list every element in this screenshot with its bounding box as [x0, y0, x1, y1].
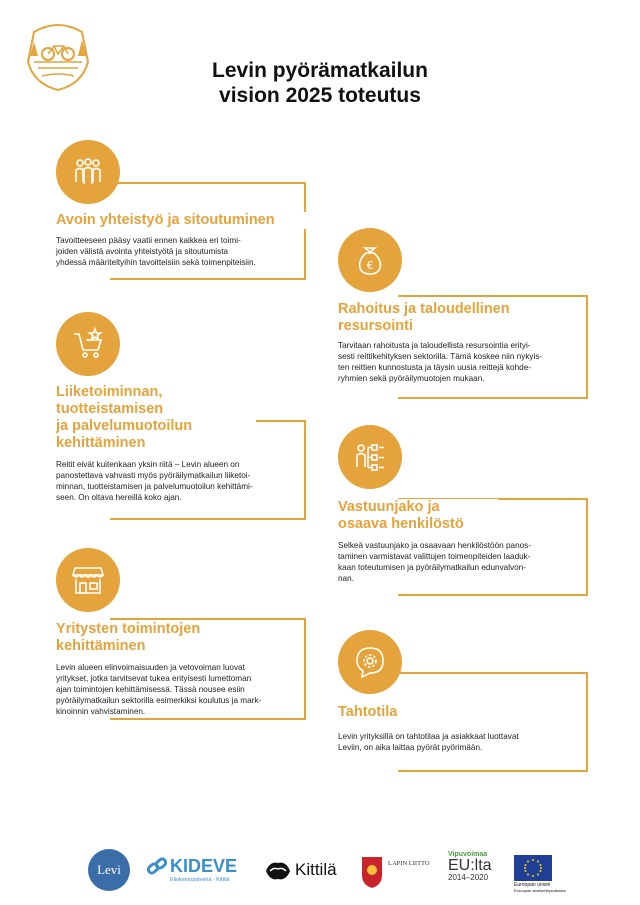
page-title [150, 58, 490, 108]
kittila-logo [264, 857, 337, 883]
kideve-logo-text: KIDEVE [170, 855, 238, 876]
vipuvoimaa-logo [448, 851, 492, 882]
lapin-liitto-text: LAPIN LIITTO [388, 859, 430, 867]
section-body-5: Levin alueen elinvoimaisuuden ja vetovoiman luovat yritykset, jotka tarvitsevat tukea erityisesti lumettoman ajan toimintojen kehittämisessä. Tässä nousee esiin pyöräilymatkailun sektorilla esimerkiksi koulutus ja mark- kinoinnin vahvistaminen. [56, 663, 262, 716]
section-heading-1: Avoin yhteistyö ja sitoutuminen [56, 212, 316, 229]
eulta-text: EU:lta [448, 857, 492, 874]
section-heading-3: Liiketoiminnan, tuotteistamisen ja palvelumuotoilun kehittäminen [56, 384, 256, 452]
levi-logo-text: Levi [97, 862, 121, 877]
title-line-1: Levin pyörämatkailun [212, 59, 428, 82]
levi-bike-logo [22, 18, 94, 92]
vipuvoimaa-text: Vipuvoimaa [448, 851, 488, 858]
section-icon-circle-3 [56, 312, 120, 376]
eu-flag-icon [514, 855, 552, 881]
animal-emblem-icon [264, 857, 292, 883]
section-icon-circle-5 [56, 548, 120, 612]
speech-gear-icon [352, 644, 388, 680]
section-body-6: Levin yrityksillä on tahtotilaa ja asiakkaat luottavat Leviin, on aika laittaa pyörät pyörimään. [338, 732, 519, 752]
lapin-liitto-logo [360, 855, 430, 889]
section-frame-6 [398, 672, 588, 772]
section-icon-circle-2 [338, 228, 402, 292]
section-heading-6: Tahtotila [338, 704, 418, 721]
section-heading-2: Rahoitus ja taloudellinen resursointi [338, 301, 568, 335]
section-body-3: Reitit eivät kuitenkaan yksin riitä – Levin alueen on panostettava vahvasti myös pyöräilymatkailun liiketoi- minnan, tuotteistamisen ja palvelumuotoilun kehittämi- seen. On oltava hereillä koko ajan. [56, 460, 253, 502]
section-body-1: Tavoitteeseen pääsy vaatii ennen kaikkea eri toimi- joiden välistä avointa yhteistyötä ja sitoutumista yhdessä määriteltyihin tavoitteisiin sekä toimenpiteisiin. [56, 236, 256, 267]
section-icon-circle-1 [56, 140, 120, 204]
link-chain-icon [146, 855, 168, 877]
eu-text-2: Euroopan aluekehitysrahasto [514, 888, 566, 893]
footer-logos [0, 845, 640, 900]
title-line-2: vision 2025 toteutus [219, 84, 421, 107]
section-body-2: Tarvitaan rahoitusta ja taloudellista resursointia erityi- sesti reittikehityksen sektorilla. Tämä koskee niin nykyis- ten reittien kunnostusta ja täysin uusia reittejä kohde- ryhmien sekä pyöräilymuotojen mukaan. [338, 341, 543, 383]
people-icon [70, 154, 106, 190]
section-icon-circle-4 [338, 425, 402, 489]
levi-logo [88, 849, 130, 891]
money-bag-icon [352, 242, 388, 278]
cart-star-icon [70, 326, 106, 362]
years-text: 2014–2020 [448, 873, 489, 882]
storefront-icon [70, 562, 106, 598]
eu-text-1: Euroopan unioni [514, 882, 551, 888]
org-chart-icon [352, 439, 388, 475]
eu-logo [514, 855, 566, 893]
section-heading-4: Vastuunjako ja osaava henkilöstö [338, 499, 498, 533]
kittila-logo-text: Kittilä [295, 860, 337, 879]
kideve-logo [146, 855, 237, 883]
kideve-subtitle: Elinkeinopalvelut · Kittilä [170, 877, 230, 883]
svg-text:€: € [366, 259, 374, 272]
section-icon-circle-6 [338, 630, 402, 694]
section-body-4: Selkeä vastuunjako ja osaavaan henkilöstöön panos- taminen varmistavat valittujen toimenpiteiden laaduk- kaan toteutumisen ja pyöräilymatkailun edunvalvon- nan. [338, 541, 531, 583]
coat-of-arms-icon [360, 855, 384, 889]
bike-badge-icon [22, 18, 94, 92]
section-heading-5: Yritysten toimintojen kehittäminen [56, 621, 256, 655]
